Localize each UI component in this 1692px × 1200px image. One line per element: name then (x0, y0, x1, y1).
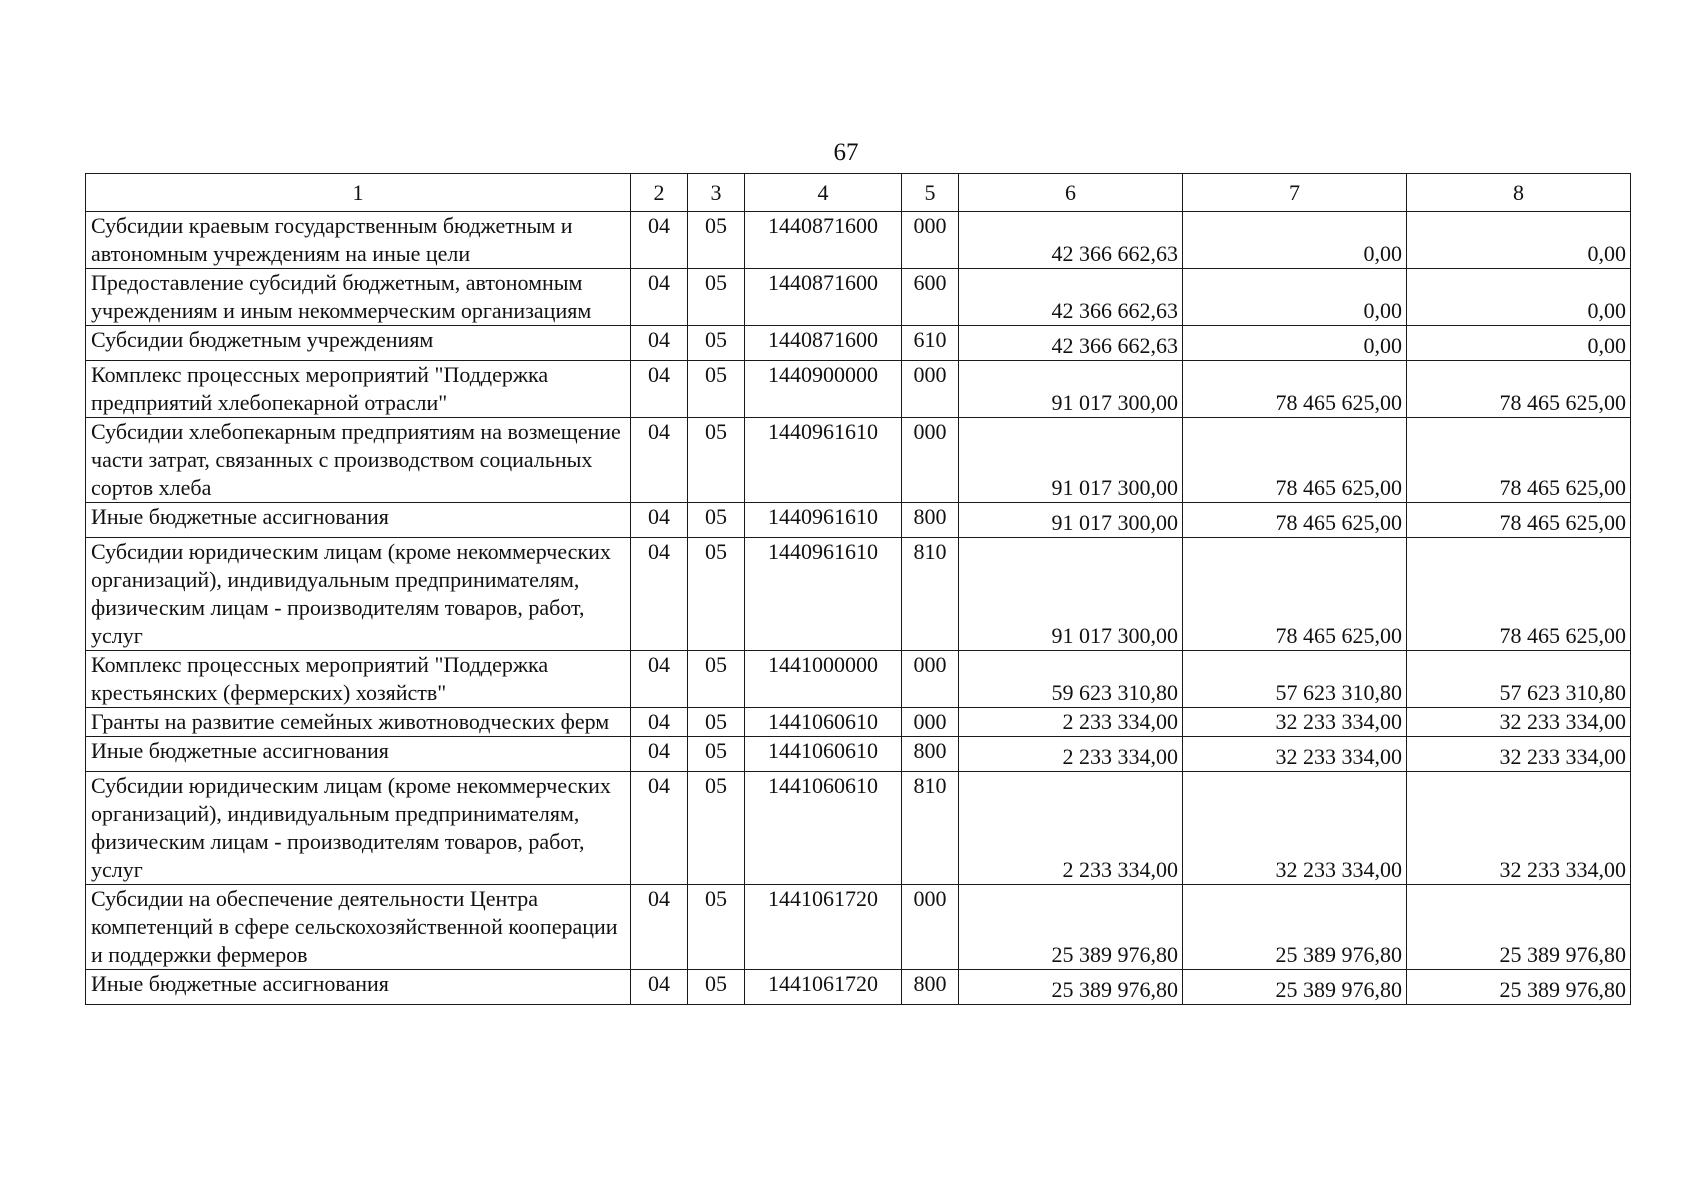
row-name-cell: Иные бюджетные ассигнования (86, 503, 631, 538)
row-expense-type-cell: 000 (902, 651, 959, 708)
row-expense-type-cell: 810 (902, 538, 959, 651)
row-amount-col7-cell: 0,00 (1183, 212, 1407, 269)
row-expense-type-cell: 000 (902, 708, 959, 737)
row-amount-col7-cell: 25 389 976,80 (1183, 970, 1407, 1005)
row-amount-col7-cell: 32 233 334,00 (1183, 772, 1407, 885)
row-subsection-cell: 05 (688, 772, 745, 885)
row-section-cell: 04 (631, 326, 688, 361)
row-target-code-cell: 1440871600 (745, 269, 902, 326)
row-section-cell: 04 (631, 970, 688, 1005)
row-amount-col8-cell: 78 465 625,00 (1407, 503, 1631, 538)
row-subsection-cell: 05 (688, 538, 745, 651)
row-subsection-cell: 05 (688, 503, 745, 538)
header-cell-6: 6 (959, 174, 1183, 212)
row-expense-type-cell: 000 (902, 361, 959, 418)
row-target-code-cell: 1440961610 (745, 538, 902, 651)
row-section-cell: 04 (631, 772, 688, 885)
row-name-cell: Иные бюджетные ассигнования (86, 970, 631, 1005)
row-amount-col8-cell: 32 233 334,00 (1407, 772, 1631, 885)
row-amount-col8-cell: 0,00 (1407, 269, 1631, 326)
row-amount-col7-cell: 32 233 334,00 (1183, 708, 1407, 737)
row-expense-type-cell: 800 (902, 503, 959, 538)
row-section-cell: 04 (631, 651, 688, 708)
row-amount-col6-cell: 91 017 300,00 (959, 503, 1183, 538)
row-amount-col8-cell: 25 389 976,80 (1407, 885, 1631, 970)
row-target-code-cell: 1440871600 (745, 326, 902, 361)
row-amount-col8-cell: 78 465 625,00 (1407, 538, 1631, 651)
table-row (86, 708, 1631, 737)
table-row (86, 772, 1631, 885)
row-amount-col7-cell: 78 465 625,00 (1183, 418, 1407, 503)
row-subsection-cell: 05 (688, 708, 745, 737)
row-amount-col6-cell: 2 233 334,00 (959, 737, 1183, 772)
table-row (86, 538, 1631, 651)
row-subsection-cell: 05 (688, 361, 745, 418)
row-section-cell: 04 (631, 503, 688, 538)
row-target-code-cell: 1441000000 (745, 651, 902, 708)
row-amount-col7-cell: 78 465 625,00 (1183, 538, 1407, 651)
row-amount-col8-cell: 57 623 310,80 (1407, 651, 1631, 708)
row-target-code-cell: 1441060610 (745, 708, 902, 737)
row-amount-col7-cell: 78 465 625,00 (1183, 503, 1407, 538)
row-amount-col6-cell: 42 366 662,63 (959, 269, 1183, 326)
row-target-code-cell: 1440871600 (745, 212, 902, 269)
row-amount-col6-cell: 59 623 310,80 (959, 651, 1183, 708)
table-row (86, 737, 1631, 772)
row-section-cell: 04 (631, 212, 688, 269)
row-name-cell: Предоставление субсидий бюджетным, автономным учреждениям и иным некоммерческим организациям (86, 269, 631, 326)
row-name-cell: Субсидии юридическим лицам (кроме некоммерческих организаций), индивидуальным предпринимателям, физическим лицам - производителям товаров, работ, услуг (86, 772, 631, 885)
header-cell-2: 2 (631, 174, 688, 212)
header-cell-8: 8 (1407, 174, 1631, 212)
table-row (86, 651, 1631, 708)
row-subsection-cell: 05 (688, 326, 745, 361)
row-amount-col6-cell: 25 389 976,80 (959, 885, 1183, 970)
row-expense-type-cell: 610 (902, 326, 959, 361)
row-section-cell: 04 (631, 418, 688, 503)
row-name-cell: Субсидии краевым государственным бюджетным и автономным учреждениям на иные цели (86, 212, 631, 269)
header-cell-4: 4 (745, 174, 902, 212)
row-amount-col6-cell: 25 389 976,80 (959, 970, 1183, 1005)
row-amount-col6-cell: 42 366 662,63 (959, 326, 1183, 361)
row-target-code-cell: 1441060610 (745, 772, 902, 885)
budget-table (85, 173, 1631, 1005)
table-row (86, 326, 1631, 361)
row-subsection-cell: 05 (688, 737, 745, 772)
row-subsection-cell: 05 (688, 269, 745, 326)
row-amount-col6-cell: 91 017 300,00 (959, 538, 1183, 651)
row-name-cell: Субсидии хлебопекарным предприятиям на возмещение части затрат, связанных с производством социальных сортов хлеба (86, 418, 631, 503)
row-amount-col8-cell: 0,00 (1407, 326, 1631, 361)
table-row (86, 503, 1631, 538)
row-expense-type-cell: 000 (902, 212, 959, 269)
header-cell-7: 7 (1183, 174, 1407, 212)
row-amount-col8-cell: 78 465 625,00 (1407, 361, 1631, 418)
row-expense-type-cell: 810 (902, 772, 959, 885)
row-target-code-cell: 1441061720 (745, 970, 902, 1005)
row-expense-type-cell: 800 (902, 970, 959, 1005)
row-amount-col8-cell: 25 389 976,80 (1407, 970, 1631, 1005)
row-amount-col8-cell: 78 465 625,00 (1407, 418, 1631, 503)
table-row (86, 212, 1631, 269)
table-row (86, 361, 1631, 418)
row-expense-type-cell: 000 (902, 418, 959, 503)
table-row (86, 418, 1631, 503)
table-row (86, 885, 1631, 970)
row-expense-type-cell: 800 (902, 737, 959, 772)
row-name-cell: Субсидии юридическим лицам (кроме некоммерческих организаций), индивидуальным предпринимателям, физическим лицам - производителям товаров, работ, услуг (86, 538, 631, 651)
row-name-cell: Комплекс процессных мероприятий "Поддержка крестьянских (фермерских) хозяйств" (86, 651, 631, 708)
row-subsection-cell: 05 (688, 651, 745, 708)
row-amount-col8-cell: 32 233 334,00 (1407, 737, 1631, 772)
row-section-cell: 04 (631, 361, 688, 418)
row-name-cell: Субсидии бюджетным учреждениям (86, 326, 631, 361)
row-amount-col6-cell: 91 017 300,00 (959, 361, 1183, 418)
row-target-code-cell: 1440961610 (745, 503, 902, 538)
row-amount-col7-cell: 32 233 334,00 (1183, 737, 1407, 772)
row-subsection-cell: 05 (688, 212, 745, 269)
row-subsection-cell: 05 (688, 418, 745, 503)
row-amount-col7-cell: 0,00 (1183, 269, 1407, 326)
row-amount-col7-cell: 78 465 625,00 (1183, 361, 1407, 418)
row-amount-col6-cell: 2 233 334,00 (959, 772, 1183, 885)
header-cell-3: 3 (688, 174, 745, 212)
row-name-cell: Иные бюджетные ассигнования (86, 737, 631, 772)
row-expense-type-cell: 000 (902, 885, 959, 970)
row-amount-col6-cell: 42 366 662,63 (959, 212, 1183, 269)
header-cell-5: 5 (902, 174, 959, 212)
row-name-cell: Гранты на развитие семейных животноводческих ферм (86, 708, 631, 737)
table-row (86, 970, 1631, 1005)
row-target-code-cell: 1440900000 (745, 361, 902, 418)
row-amount-col8-cell: 0,00 (1407, 212, 1631, 269)
table-row (86, 269, 1631, 326)
row-section-cell: 04 (631, 538, 688, 651)
row-subsection-cell: 05 (688, 885, 745, 970)
row-expense-type-cell: 600 (902, 269, 959, 326)
row-section-cell: 04 (631, 269, 688, 326)
row-amount-col7-cell: 57 623 310,80 (1183, 651, 1407, 708)
row-target-code-cell: 1440961610 (745, 418, 902, 503)
row-target-code-cell: 1441060610 (745, 737, 902, 772)
row-name-cell: Субсидии на обеспечение деятельности Центра компетенций в сфере сельскохозяйственной кооперации и поддержки фермеров (86, 885, 631, 970)
row-amount-col7-cell: 25 389 976,80 (1183, 885, 1407, 970)
row-amount-col6-cell: 2 233 334,00 (959, 708, 1183, 737)
row-section-cell: 04 (631, 737, 688, 772)
row-target-code-cell: 1441061720 (745, 885, 902, 970)
row-section-cell: 04 (631, 708, 688, 737)
row-section-cell: 04 (631, 885, 688, 970)
row-subsection-cell: 05 (688, 970, 745, 1005)
row-amount-col8-cell: 32 233 334,00 (1407, 708, 1631, 737)
row-amount-col6-cell: 91 017 300,00 (959, 418, 1183, 503)
row-name-cell: Комплекс процессных мероприятий "Поддержка предприятий хлебопекарной отрасли" (86, 361, 631, 418)
header-row (86, 174, 1631, 212)
header-cell-1: 1 (86, 174, 631, 212)
row-amount-col7-cell: 0,00 (1183, 326, 1407, 361)
page-number: 67 (833, 139, 859, 166)
